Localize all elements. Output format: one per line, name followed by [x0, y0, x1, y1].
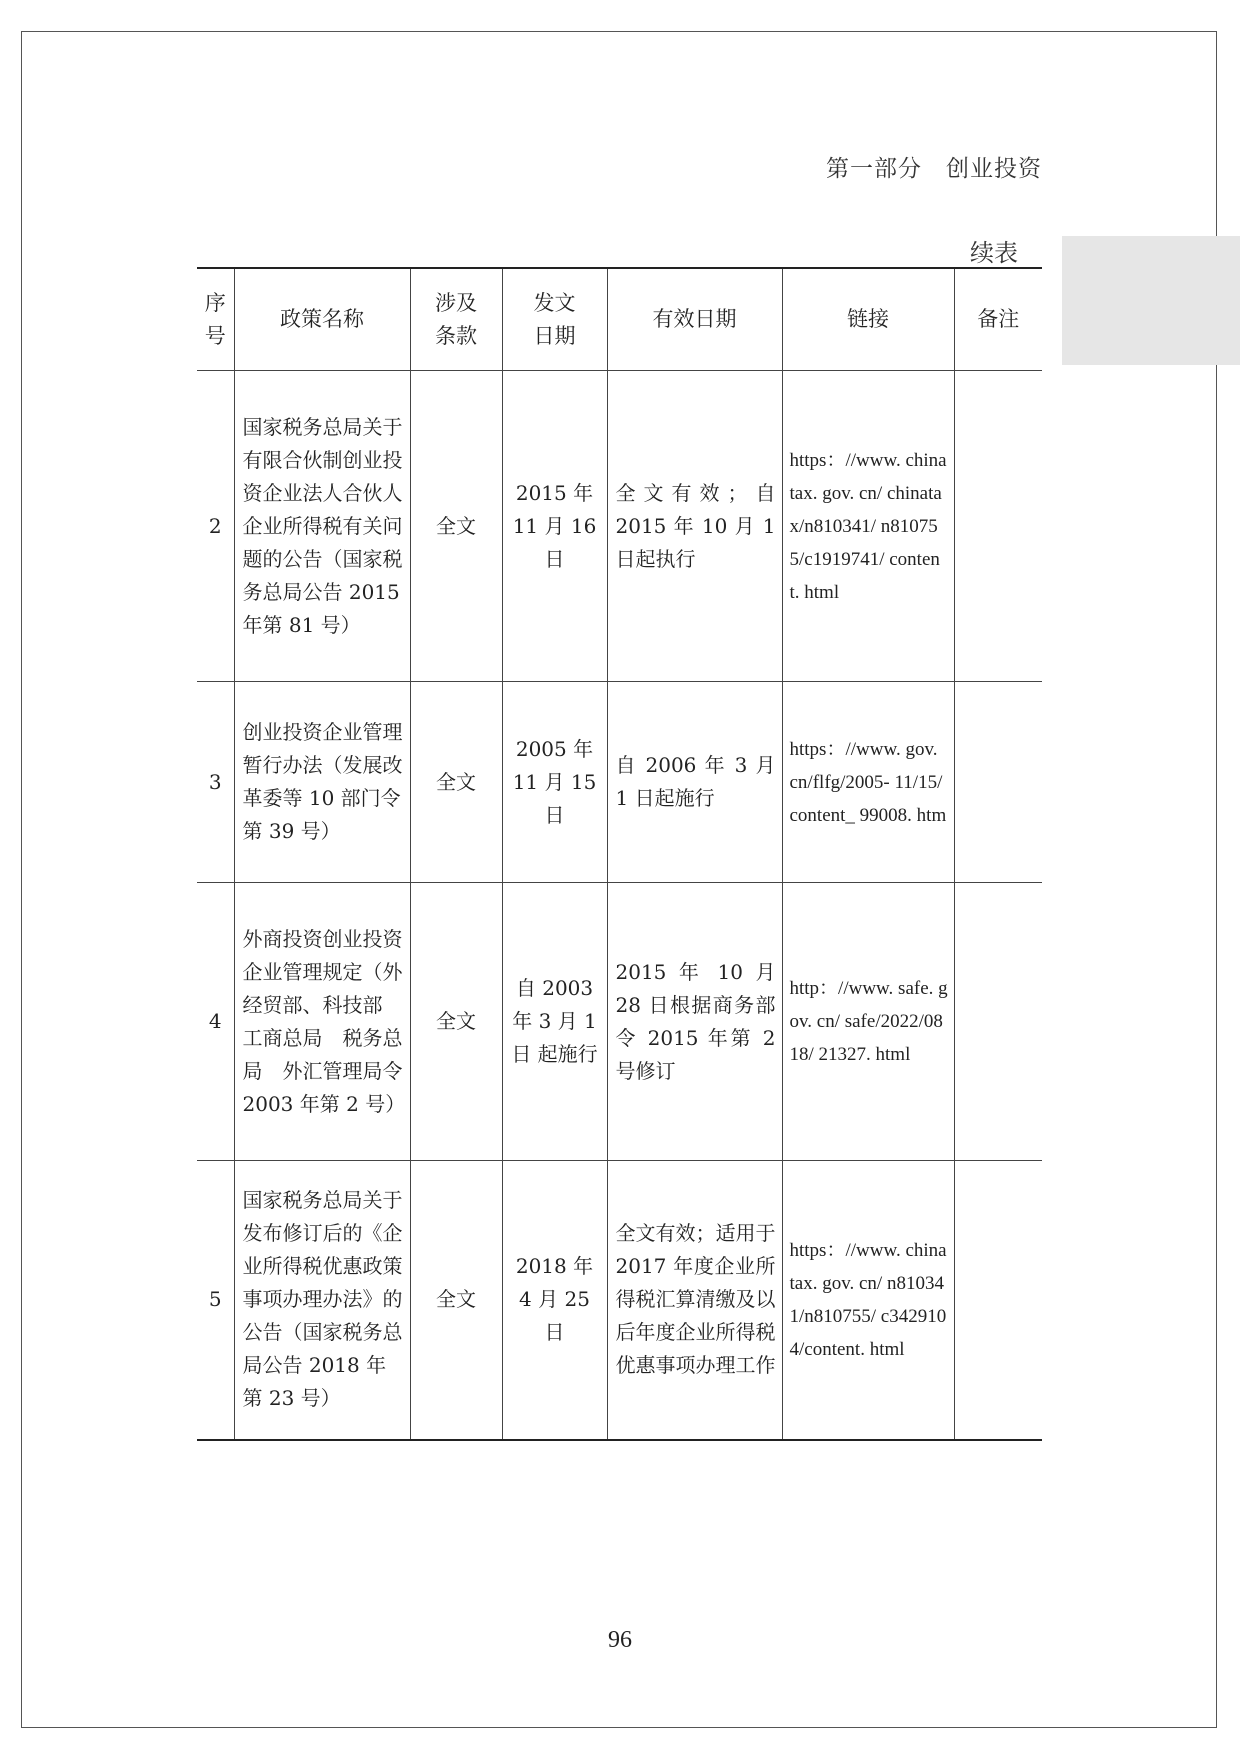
row-issue-date: 2015 年 11 月 16 日	[502, 371, 607, 682]
table-row	[197, 883, 1042, 1161]
row-clause: 全文	[410, 682, 502, 883]
policy-table	[197, 267, 1042, 1441]
row-policy-name: 国家税务总局关于发布修订后的《企业所得税优惠政策事项办理办法》的公告（国家税务总局公告 2018 年第 23 号）	[234, 1161, 410, 1440]
row-valid-date: 全文有效；适用于 2017 年度企业所得税汇算清缴及以后年度企业所得税优惠事项办理工作	[607, 1161, 782, 1440]
row-issue-date: 自 2003 年 3 月 1 日 起施行	[502, 883, 607, 1161]
col-header-note: 备注	[954, 268, 1042, 371]
table-header-row	[197, 268, 1042, 371]
row-note	[954, 1161, 1042, 1440]
table-continued-label: 续表	[970, 239, 1018, 267]
col-header-seq: 序号	[197, 268, 234, 371]
row-valid-date: 全文有效；自 2015 年 10 月 1 日起执行	[607, 371, 782, 682]
table-row	[197, 371, 1042, 682]
row-link[interactable]: https：//www. chinatax. gov. cn/ chinatax/n810341/ n810755/c1919741/ content. html	[782, 371, 954, 682]
row-clause: 全文	[410, 883, 502, 1161]
row-seq: 3	[197, 682, 234, 883]
col-header-name: 政策名称	[234, 268, 410, 371]
row-seq: 5	[197, 1161, 234, 1440]
row-clause: 全文	[410, 1161, 502, 1440]
col-header-clause: 涉及条款	[410, 268, 502, 371]
row-clause: 全文	[410, 371, 502, 682]
row-link[interactable]: http：//www. safe. gov. cn/ safe/2022/0818/ 21327. html	[782, 883, 954, 1161]
row-seq: 2	[197, 371, 234, 682]
row-policy-name: 外商投资创业投资企业管理规定（外经贸部、科技部 工商总局 税务总局 外汇管理局令 2003 年第 2 号）	[234, 883, 410, 1161]
running-header: 第一部分 创业投资	[826, 156, 1042, 182]
row-link[interactable]: https：//www. chinatax. gov. cn/ n810341/n810755/ c3429104/content. html	[782, 1161, 954, 1440]
row-policy-name: 国家税务总局关于有限合伙制创业投资企业法人合伙人企业所得税有关问题的公告（国家税务总局公告 2015 年第 81 号）	[234, 371, 410, 682]
page-number: 96	[608, 1627, 632, 1653]
col-header-link: 链接	[782, 268, 954, 371]
row-note	[954, 883, 1042, 1161]
row-issue-date: 2005 年 11 月 15 日	[502, 682, 607, 883]
row-seq: 4	[197, 883, 234, 1161]
row-issue-date: 2018 年 4 月 25 日	[502, 1161, 607, 1440]
row-policy-name: 创业投资企业管理暂行办法（发展改革委等 10 部门令第 39 号）	[234, 682, 410, 883]
row-note	[954, 682, 1042, 883]
row-note	[954, 371, 1042, 682]
col-header-issue-date: 发文日期	[502, 268, 607, 371]
row-link[interactable]: https：//www. gov. cn/flfg/2005- 11/15/content_ 99008. htm	[782, 682, 954, 883]
table-row	[197, 682, 1042, 883]
section-tab-marker	[1062, 236, 1240, 365]
col-header-valid-date: 有效日期	[607, 268, 782, 371]
row-valid-date: 2015 年 10 月 28 日根据商务部令 2015 年第 2 号修订	[607, 883, 782, 1161]
table-row	[197, 1161, 1042, 1440]
row-valid-date: 自 2006 年 3 月 1 日起施行	[607, 682, 782, 883]
